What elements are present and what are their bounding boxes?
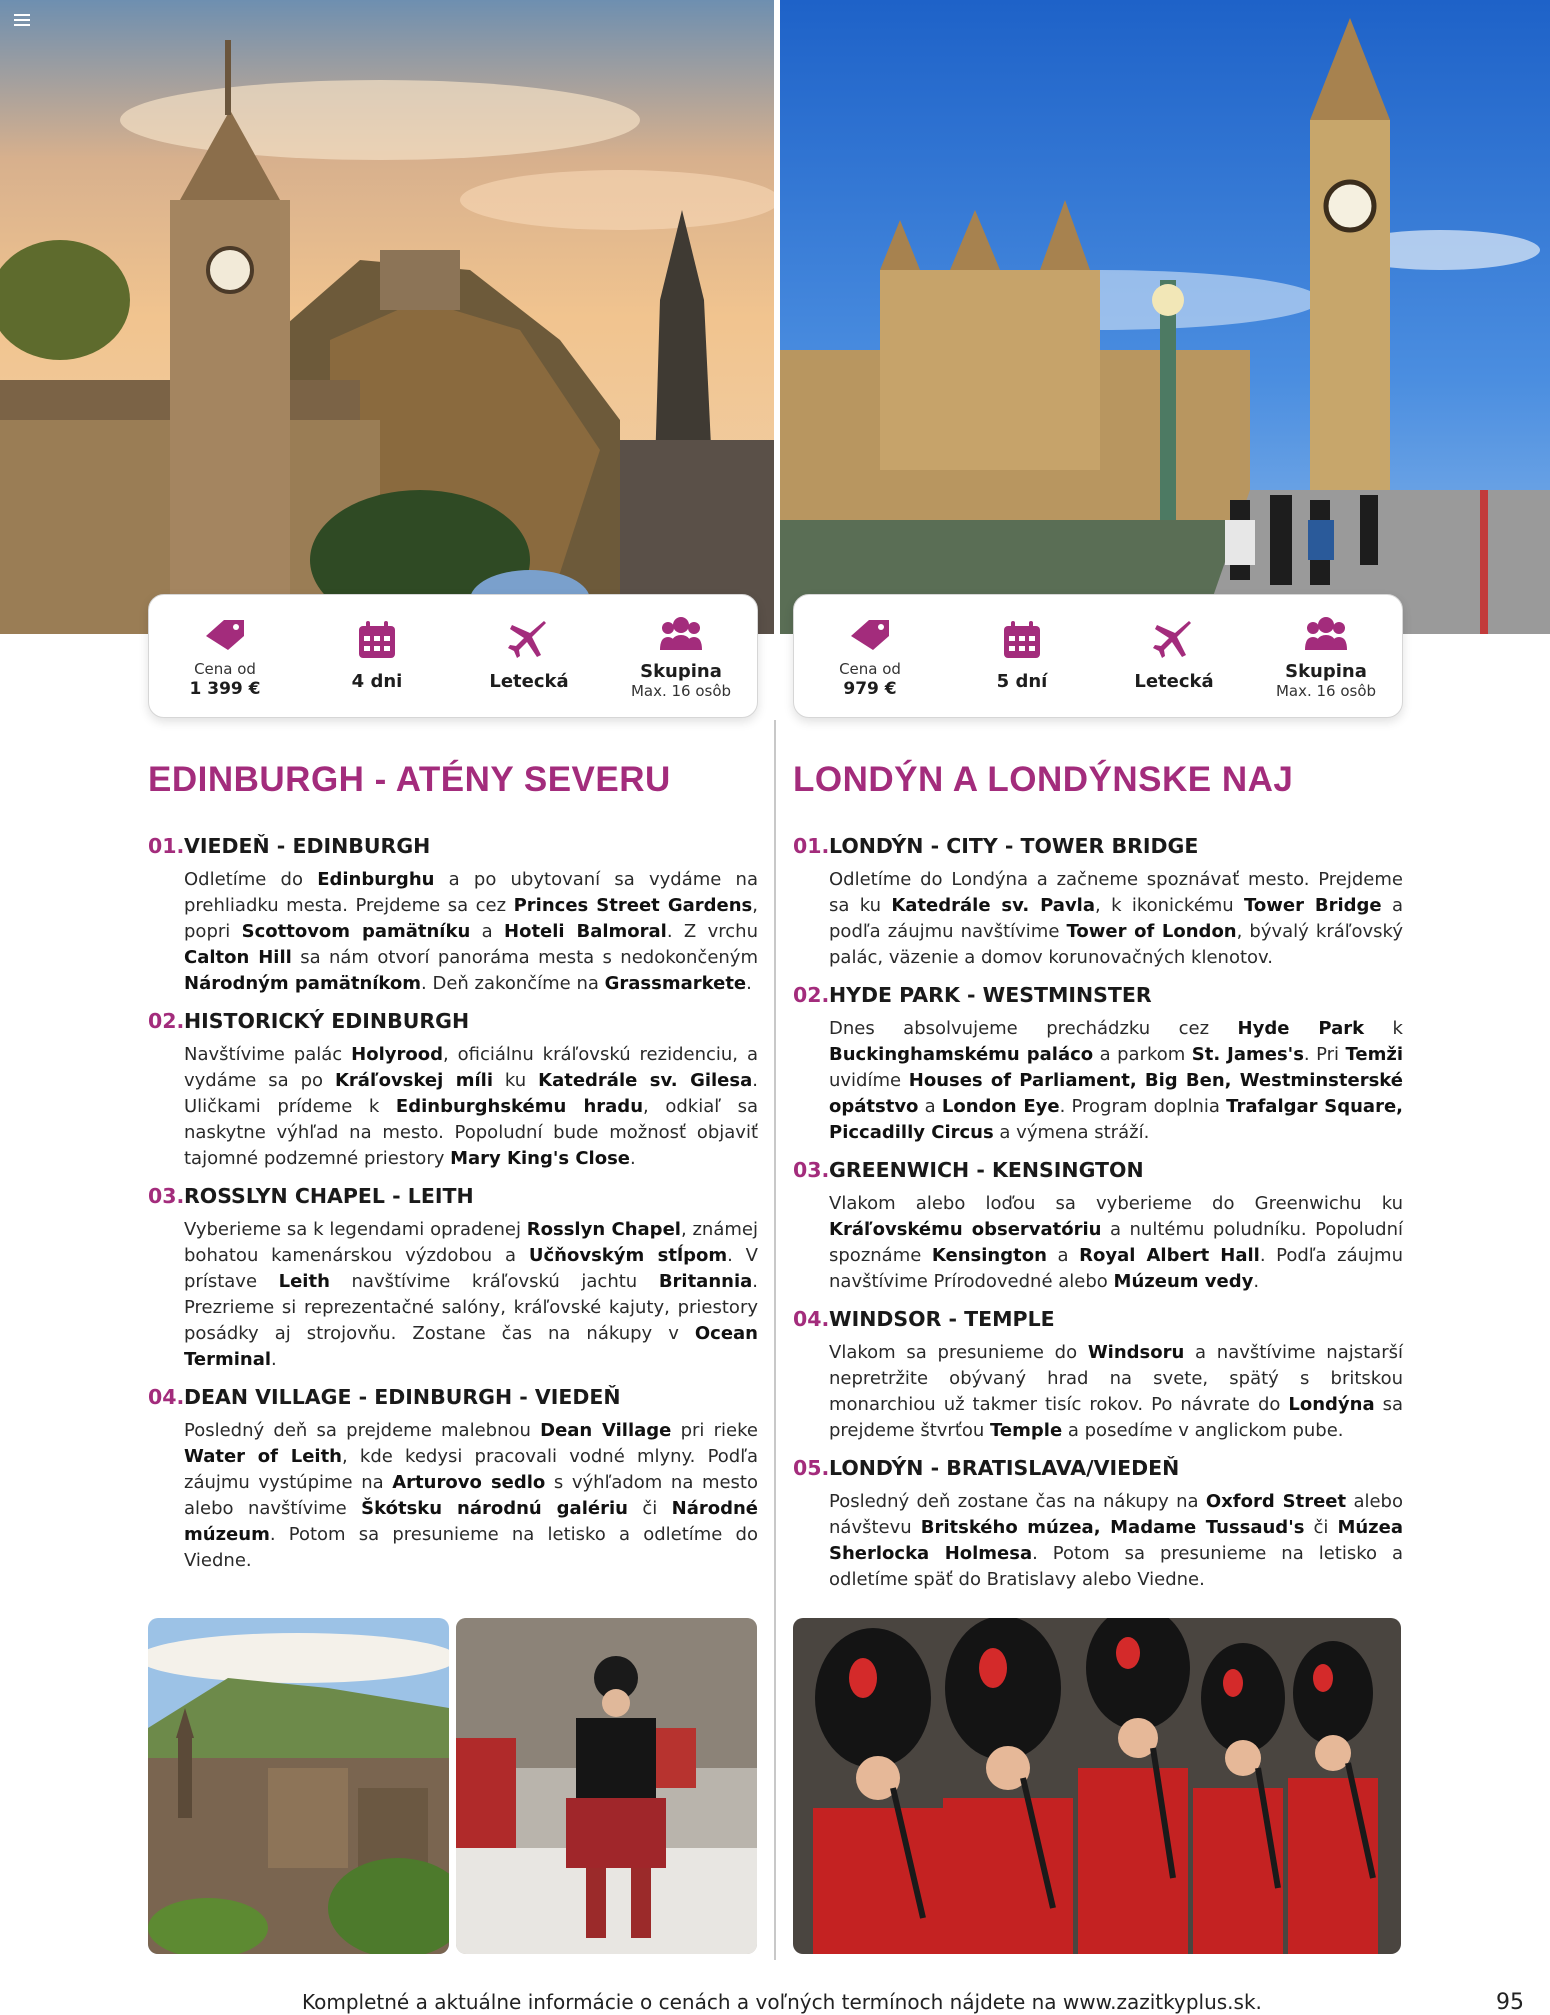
itinerary-edinburgh bbox=[148, 760, 758, 1586]
photo-edinburgh-skyline bbox=[148, 1618, 449, 1954]
group-label: Skupina bbox=[640, 660, 722, 682]
trip-info-card-edinburgh bbox=[148, 594, 758, 718]
trip-title: EDINBURGH - ATÉNY SEVERU bbox=[148, 760, 671, 799]
itinerary-day bbox=[793, 834, 1403, 971]
day-description: Dnes absolvujeme prechádzku cez Hyde Park k Buckinghamskému paláco a parkom St. James's. Pri Temži uvidíme Houses of Parliament, Big Ben, Westminsterské opátstvo a London Eye. Program doplnia Trafalgar Square, Piccadilly Circus a výmena stráží. bbox=[829, 1018, 1404, 1143]
column-divider bbox=[774, 720, 776, 1960]
itinerary-day bbox=[793, 1456, 1403, 1593]
photo-royal-guards-band bbox=[793, 1618, 1401, 1954]
day-number: 02. bbox=[148, 1009, 185, 1033]
price-tag-icon bbox=[149, 613, 301, 655]
day-title: HYDE PARK - WESTMINSTER bbox=[829, 983, 1152, 1007]
page-number: 95 bbox=[1496, 1990, 1524, 2015]
itinerary-day bbox=[148, 834, 758, 997]
duration-info bbox=[301, 619, 453, 693]
price-value: 1 399 € bbox=[189, 678, 261, 699]
trip-info-card-london bbox=[793, 594, 1403, 718]
airplane-icon bbox=[1098, 619, 1250, 661]
menu-icon[interactable] bbox=[14, 14, 30, 26]
day-title: WINDSOR - TEMPLE bbox=[829, 1307, 1055, 1331]
itinerary-day bbox=[793, 983, 1403, 1146]
day-description: Navštívime palác Holyrood, oficiálnu kráľovskú rezidenciu, a vydáme sa po Kráľovskej míli ku Katedrále sv. Gilesa. Uličkami prídeme k Edinburghskému hradu, odkiaľ sa naskytne výhľad na mesto. Popoludní bude možnosť objaviť tajomné podzemné priestory Mary King's Close. bbox=[184, 1044, 758, 1169]
group-info bbox=[1250, 613, 1402, 700]
group-max: Max. 16 osôb bbox=[630, 681, 732, 700]
day-number: 04. bbox=[148, 1385, 185, 1409]
transport-value: Letecká bbox=[1134, 671, 1214, 692]
day-title: LONDÝN - CITY - TOWER BRIDGE bbox=[829, 834, 1199, 858]
group-icon bbox=[605, 613, 757, 655]
day-number: 03. bbox=[148, 1184, 185, 1208]
transport-value: Letecká bbox=[489, 671, 569, 692]
hero-image-edinburgh bbox=[0, 0, 774, 634]
price-value: 979 € bbox=[843, 678, 897, 699]
calendar-icon bbox=[946, 619, 1098, 661]
itinerary-day bbox=[148, 1009, 758, 1172]
page-footer bbox=[0, 1990, 1550, 2015]
price-tag-icon bbox=[794, 613, 946, 655]
day-title: DEAN VILLAGE - EDINBURGH - VIEDEŇ bbox=[184, 1385, 621, 1409]
day-number: 02. bbox=[793, 983, 830, 1007]
duration-value: 5 dní bbox=[996, 671, 1048, 692]
day-title: LONDÝN - BRATISLAVA/VIEDEŇ bbox=[829, 1456, 1180, 1480]
itinerary-day bbox=[793, 1307, 1403, 1444]
transport-info bbox=[453, 619, 605, 693]
day-title: HISTORICKÝ EDINBURGH bbox=[184, 1009, 470, 1033]
trip-title: LONDÝN A LONDÝNSKE NAJ bbox=[793, 760, 1294, 799]
day-title: ROSSLYN CHAPEL - LEITH bbox=[184, 1184, 474, 1208]
footer-info-text: Kompletné a aktuálne informácie o cenách a voľných termínoch nájdete na www.zazitkyplus.sk. bbox=[302, 1990, 1262, 2014]
transport-info bbox=[1098, 619, 1250, 693]
day-number: 03. bbox=[793, 1158, 830, 1182]
day-title: VIEDEŇ - EDINBURGH bbox=[184, 834, 431, 858]
itinerary-london bbox=[793, 760, 1403, 1605]
price-label: Cena od bbox=[194, 659, 256, 678]
photo-scottish-piper bbox=[456, 1618, 757, 1954]
group-info bbox=[605, 613, 757, 700]
itinerary-day bbox=[793, 1158, 1403, 1295]
day-description: Vlakom alebo loďou sa vyberieme do Greenwichu ku Kráľovskému observatóriu a nultému poludníku. Popoludní spoznáme Kensington a Royal Albert Hall. Podľa záujmu navštívime Prírodovedné alebo Múzeum vedy. bbox=[829, 1193, 1403, 1292]
day-description: Vyberieme sa k legendami opradenej Rosslyn Chapel, známej bohatou kamenárskou výzdobou a Učňovským stĺpom. V prístave Leith navštívime kráľovskú jachtu Britannia. Prezrieme si reprezentačné salóny, kráľovské kajuty, priestory posádky aj strojovňu. Zostane čas na nákupy v Ocean Terminal. bbox=[184, 1219, 759, 1370]
day-description: Posledný deň zostane čas na nákupy na Oxford Street alebo návštevu Britského múzea, Madame Tussaud's či Múzea Sherlocka Holmesa. Potom sa presunieme na letisko a odletíme späť do Bratislavy alebo Viedne. bbox=[829, 1491, 1404, 1590]
day-number: 04. bbox=[793, 1307, 830, 1331]
group-max: Max. 16 osôb bbox=[1275, 681, 1377, 700]
itinerary-day bbox=[148, 1184, 758, 1373]
day-description: Vlakom sa presunieme do Windsoru a navštívime najstarší nepretržite obývaný hrad na svete, spätý s britskou monarchiou už takmer tisíc rokov. Po návrate do Londýna sa prejdeme štvrťou Temple a posedíme v anglickom pube. bbox=[829, 1342, 1403, 1441]
price-info bbox=[149, 613, 301, 700]
hero-image-london bbox=[780, 0, 1550, 634]
day-description: Odletíme do Edinburghu a po ubytovaní sa vydáme na prehliadku mesta. Prejdeme sa cez Princes Street Gardens, popri Scottovom pamätníku a Hoteli Balmoral. Z vrchu Calton Hill sa nám otvorí panoráma mesta s nedokončeným Národným pamätníkom. Deň zakončíme na Grassmarkete. bbox=[184, 869, 758, 994]
calendar-icon bbox=[301, 619, 453, 661]
day-description: Odletíme do Londýna a začneme spoznávať mesto. Prejdeme sa ku Katedrále sv. Pavla, k ikonickému Tower Bridge a podľa záujmu navštívime Tower of London, bývalý kráľovský palác, väzenie a domov korunovačných klenotov. bbox=[829, 869, 1403, 968]
price-info bbox=[794, 613, 946, 700]
day-title: GREENWICH - KENSINGTON bbox=[829, 1158, 1144, 1182]
duration-info bbox=[946, 619, 1098, 693]
airplane-icon bbox=[453, 619, 605, 661]
day-number: 01. bbox=[148, 834, 185, 858]
group-label: Skupina bbox=[1285, 660, 1367, 682]
group-icon bbox=[1250, 613, 1402, 655]
day-number: 01. bbox=[793, 834, 830, 858]
price-label: Cena od bbox=[839, 659, 901, 678]
day-description: Posledný deň sa prejdeme malebnou Dean Village pri rieke Water of Leith, kde kedysi pracovali vodné mlyny. Podľa záujmu vystúpime na Arturovo sedlo s výhľadom na mesto alebo navštívime Škótsku národnú galériu či Národné múzeum. Potom sa presunieme na letisko a odletíme do Viedne. bbox=[184, 1420, 759, 1571]
itinerary-day bbox=[148, 1385, 758, 1574]
duration-value: 4 dni bbox=[351, 671, 403, 692]
day-number: 05. bbox=[793, 1456, 830, 1480]
